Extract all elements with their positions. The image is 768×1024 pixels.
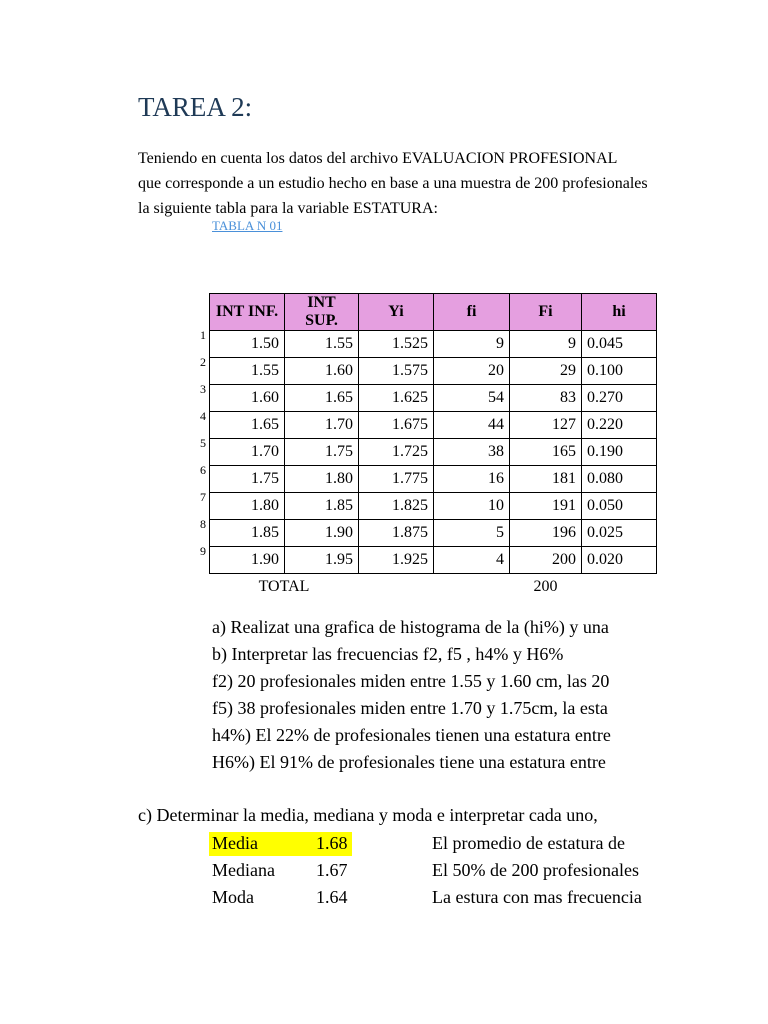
tabla-link[interactable]: TABLA N 01	[212, 218, 283, 233]
table-row	[210, 439, 657, 466]
row-number: 4	[200, 409, 206, 423]
stats-block	[0, 830, 768, 930]
Fi-cell: 191	[510, 493, 582, 520]
hi-cell: 0.190	[582, 439, 657, 466]
hi-cell: 0.020	[582, 547, 657, 574]
yi-cell: 1.575	[359, 358, 434, 385]
yi-cell: 1.875	[359, 520, 434, 547]
yi-cell: 1.625	[359, 385, 434, 412]
fi-cell: 10	[434, 493, 510, 520]
table-row	[210, 520, 657, 547]
fi-cell: 38	[434, 439, 510, 466]
intro-line: Teniendo en cuenta los datos del archivo EVALUACION PROFESIONAL	[138, 150, 618, 167]
Fi-cell: 165	[510, 439, 582, 466]
yi-cell: 1.725	[359, 439, 434, 466]
Fi-cell: 127	[510, 412, 582, 439]
row-number: 9	[200, 544, 206, 558]
stat-value: 1.68	[316, 833, 348, 853]
int-sup-cell: 1.90	[285, 520, 359, 547]
hi-cell: 0.100	[582, 358, 657, 385]
int-sup-cell: 1.75	[285, 439, 359, 466]
stat-value: 1.67	[316, 860, 348, 880]
stat-interpretation: El promedio de estatura de	[432, 833, 625, 853]
stat-label: Media	[212, 833, 258, 853]
header-hi: hi	[582, 294, 657, 331]
table-row	[210, 466, 657, 493]
int-sup-cell: 1.60	[285, 358, 359, 385]
fi-cell: 16	[434, 466, 510, 493]
int-sup-cell: 1.95	[285, 547, 359, 574]
table-header-row	[210, 294, 657, 331]
header-Fi: Fi	[510, 294, 582, 331]
stat-label: Mediana	[212, 860, 275, 880]
intro-paragraph	[138, 146, 658, 221]
fi-cell: 9	[434, 331, 510, 358]
int-sup-cell: 1.80	[285, 466, 359, 493]
Fi-cell: 200	[510, 547, 582, 574]
answer-line: H6%) El 91% de profesionales tiene una estatura entre	[212, 752, 606, 772]
fi-cell: 54	[434, 385, 510, 412]
yi-cell: 1.525	[359, 331, 434, 358]
table-row	[210, 412, 657, 439]
row-number: 3	[200, 382, 206, 396]
stat-row-media	[0, 830, 768, 857]
yi-cell: 1.675	[359, 412, 434, 439]
int-sup-cell: 1.70	[285, 412, 359, 439]
Fi-cell: 29	[510, 358, 582, 385]
part-c-question: c) Determinar la media, mediana y moda e interpretar cada uno,	[138, 805, 598, 825]
stat-row-moda	[0, 884, 768, 911]
stat-value: 1.64	[316, 887, 348, 907]
int-inf-cell: 1.90	[210, 547, 285, 574]
hi-cell: 0.045	[582, 331, 657, 358]
yi-cell: 1.925	[359, 547, 434, 574]
table-row	[210, 547, 657, 574]
int-inf-cell: 1.65	[210, 412, 285, 439]
int-inf-cell: 1.85	[210, 520, 285, 547]
intro-line: que corresponde a un estudio hecho en base a una muestra de 200 profesionales	[138, 175, 648, 192]
page-title: TAREA 2:	[138, 92, 253, 122]
header-int-inf: INT INF.	[210, 294, 285, 331]
Fi-cell: 181	[510, 466, 582, 493]
answer-line: f2) 20 profesionales miden entre 1.55 y 1.60 cm, las 20	[212, 671, 610, 691]
answer-line: b) Interpretar las frecuencias f2, f5 , h4% y H6%	[212, 644, 564, 664]
fi-cell: 5	[434, 520, 510, 547]
Fi-cell: 9	[510, 331, 582, 358]
fi-cell: 4	[434, 547, 510, 574]
total-fi: 200	[533, 578, 558, 595]
total-row	[210, 574, 657, 601]
hi-cell: 0.080	[582, 466, 657, 493]
header-yi: Yi	[359, 294, 434, 331]
stat-row-mediana	[0, 857, 768, 884]
int-sup-cell: 1.85	[285, 493, 359, 520]
fi-cell: 20	[434, 358, 510, 385]
table-row	[210, 331, 657, 358]
int-inf-cell: 1.75	[210, 466, 285, 493]
total-label: TOTAL	[258, 578, 310, 595]
yi-cell: 1.775	[359, 466, 434, 493]
int-inf-cell: 1.60	[210, 385, 285, 412]
empty-cell	[359, 574, 434, 601]
table-row	[210, 385, 657, 412]
answer-line: f5) 38 profesionales miden entre 1.70 y 1.75cm, la esta	[212, 698, 608, 718]
hi-cell: 0.270	[582, 385, 657, 412]
answer-line: a) Realizat una grafica de histograma de la (hi%) y una	[212, 617, 609, 637]
int-inf-cell: 1.80	[210, 493, 285, 520]
frequency-table	[209, 293, 657, 600]
table-row	[210, 358, 657, 385]
row-number: 7	[200, 490, 206, 504]
Fi-cell: 196	[510, 520, 582, 547]
row-number: 8	[200, 517, 206, 531]
header-int-sup: INT SUP.	[285, 294, 359, 331]
row-number: 2	[200, 355, 206, 369]
table-row	[210, 493, 657, 520]
empty-cell	[434, 574, 510, 601]
int-sup-cell: 1.55	[285, 331, 359, 358]
empty-cell	[582, 574, 657, 601]
int-inf-cell: 1.70	[210, 439, 285, 466]
answer-line: h4%) El 22% de profesionales tienen una estatura entre	[212, 725, 611, 745]
Fi-cell: 83	[510, 385, 582, 412]
int-inf-cell: 1.50	[210, 331, 285, 358]
int-inf-cell: 1.55	[210, 358, 285, 385]
stat-label: Moda	[212, 887, 254, 907]
yi-cell: 1.825	[359, 493, 434, 520]
row-number: 1	[200, 328, 206, 342]
hi-cell: 0.050	[582, 493, 657, 520]
header-fi: fi	[434, 294, 510, 331]
row-number: 6	[200, 463, 206, 477]
intro-line: la siguiente tabla para la variable ESTATURA:	[138, 200, 438, 217]
int-sup-cell: 1.65	[285, 385, 359, 412]
fi-cell: 44	[434, 412, 510, 439]
hi-cell: 0.025	[582, 520, 657, 547]
hi-cell: 0.220	[582, 412, 657, 439]
stat-interpretation: La estura con mas frecuencia	[432, 887, 642, 907]
stat-interpretation: El 50% de 200 profesionales	[432, 860, 639, 880]
row-number: 5	[200, 436, 206, 450]
answers-block	[212, 614, 658, 776]
